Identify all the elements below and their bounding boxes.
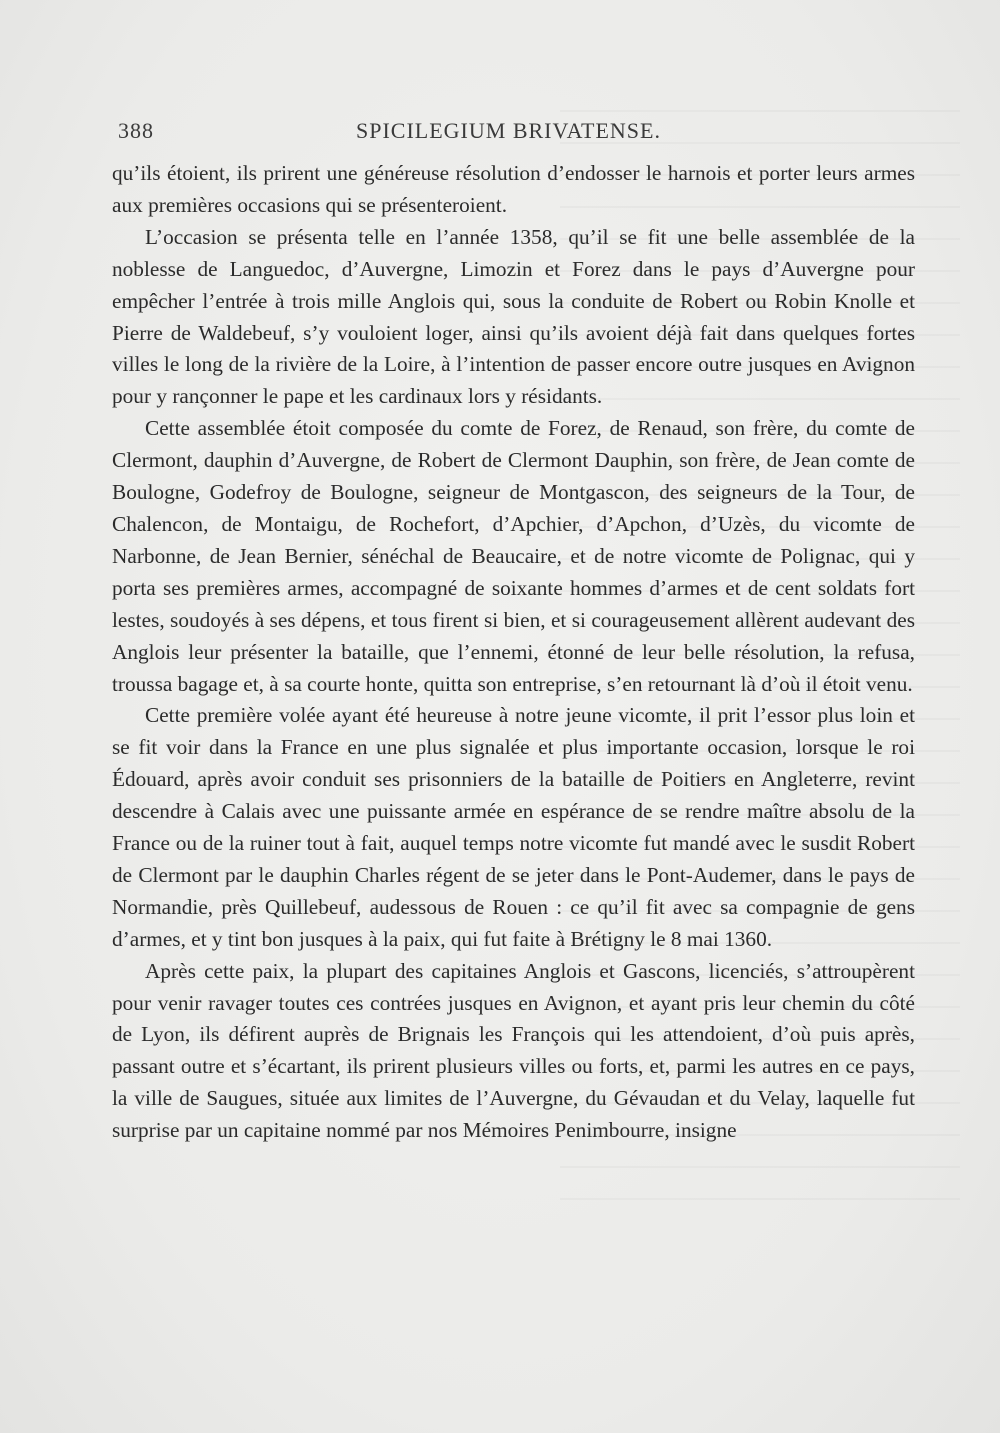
paragraph-continued: qu’ils étoient, ils prirent une généreuse résolution d’endosser le harnois et porter leurs armes aux premières occasions qui se présenteroient. xyxy=(112,161,915,217)
page-header xyxy=(118,118,913,148)
paragraph-first-volley: Cette première volée ayant été heureuse à notre jeune vicomte, il prit l’essor plus loin et se fit voir dans la France en une plus signalée et plus importante occasion, lorsque le roi Édouard, après avoir conduit ses prisonniers de la bataille de Poitiers en Angleterre, revint descendre à Calais avec une puissante armée en espérance de se rendre maître absolu de la France ou de la ruiner tout à fait, auquel temps notre vicomte fut mandé avec le susdit Robert de Clermont par le dauphin Charles régent de se jeter dans le Pont-Audemer, dans le pays de Normandie, près Quillebeuf, audessous de Rouen : ce qu’il fit avec sa compagnie de gens d’armes, et y tint bon jusques à la paix, qui fut faite à Brétigny le 8 mai 1360. xyxy=(112,703,915,951)
paragraph-after-peace: Après cette paix, la plupart des capitaines Anglois et Gascons, licenciés, s’attroupèrent pour venir ravager toutes ces contrées jusques en Avignon, et ayant pris leur chemin du côté de Lyon, ils défirent auprès de Brignais les François qui les attendoient, d’où puis après, passant outre et s’écartant, ils prirent plusieurs villes ou forts, et, parmi les autres en ce pays, la ville de Saugues, située aux limites de l’Auvergne, du Gévaudan et du Velay, laquelle fut surprise par un capitaine nommé par nos Mémoires Penimbourre, insigne xyxy=(112,958,915,1143)
paragraph-assembly: Cette assemblée étoit composée du comte de Forez, de Renaud, son frère, du comte de Clermont, dauphin d’Auvergne, de Robert de Clermont Dauphin, son frère, de Jean comte de Boulogne, Godefroy de Boulogne, seigneur de Montgascon, des seigneurs de la Tour, de Chalencon, de Montaigu, de Rochefort, d’Apchier, d’Apchon, d’Uzès, du vicomte de Narbonne, de Jean Bernier, sénéchal de Beaucaire, et de notre vicomte de Polignac, qui y porta ses premières armes, accompagné de soixante hommes d’armes et de cent soldats fort lestes, soudoyés à ses dépens, et tous firent si bien, et si courageusement allèrent audevant des Anglois leur présenter la bataille, que l’ennemi, étonné de leur belle résolution, la refusa, troussa bagage et, à sa courte honte, quitta son entreprise, s’en retournant là d’où il étoit venu. xyxy=(112,416,915,696)
page-number: 388 xyxy=(118,118,154,143)
paragraph-occasion-1358: L’occasion se présenta telle en l’année 1358, qu’il se fit une belle assemblée de la noblesse de Languedoc, d’Auvergne, Limozin et Forez dans le pays d’Auvergne pour empêcher l’entrée à trois mille Anglois qui, sous la conduite de Robert ou Robin Knolle et Pierre de Waldebeuf, s’y vouloient loger, ainsi qu’ils avoient déjà fait dans quelques fortes villes le long de la rivière de la Loire, à l’intention de passer encore outre jusques en Avignon pour y rançonner le pape et les cardinaux lors y résidants. xyxy=(112,224,915,409)
body-text xyxy=(112,158,915,1147)
running-title: SPICILEGIUM BRIVATENSE. xyxy=(356,118,661,143)
